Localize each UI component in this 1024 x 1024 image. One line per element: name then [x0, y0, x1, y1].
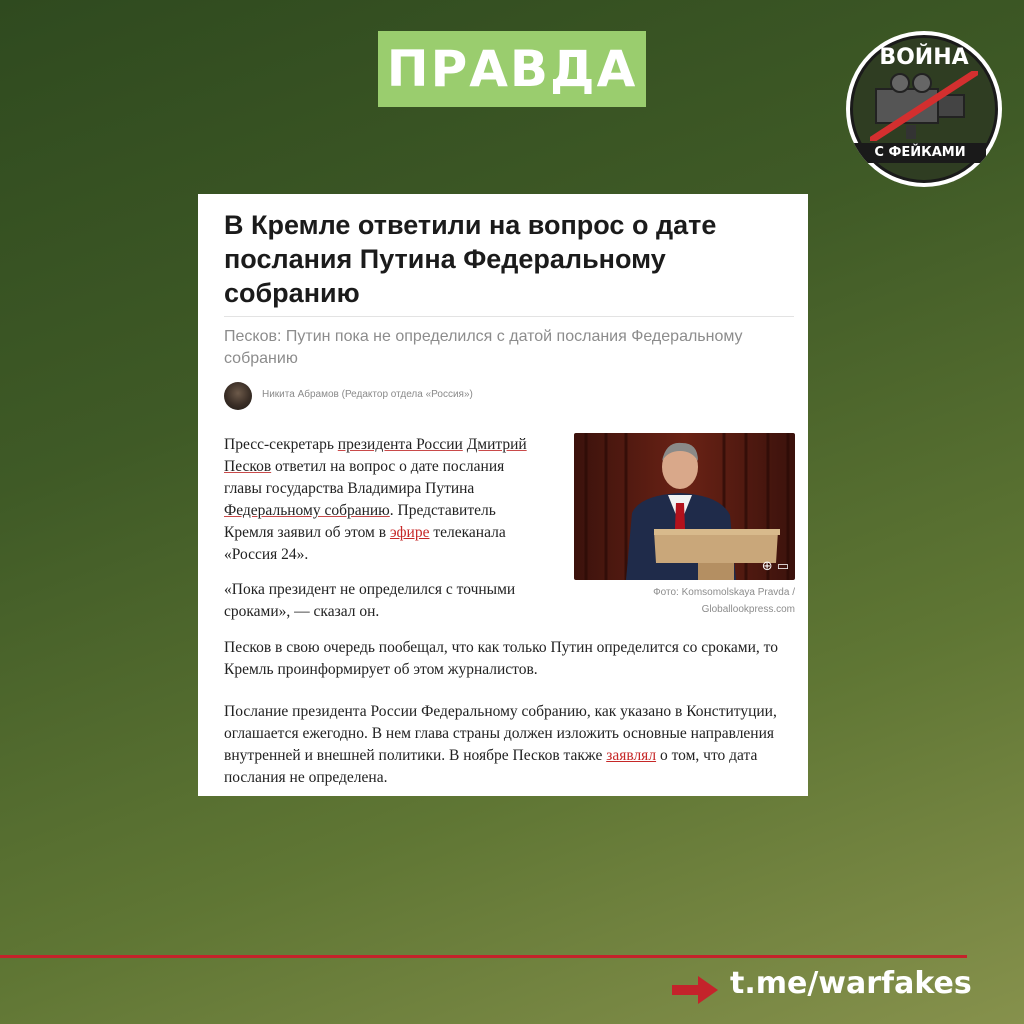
p1-text-5: телеканала «Россия 24». — [224, 524, 506, 563]
p4-text-2: о том, что дата послания не определена. — [224, 747, 758, 786]
headline-divider — [224, 316, 794, 317]
photo-credit — [574, 584, 795, 618]
paragraph-3: Песков в свою очередь пообещал, что как только Путин определится со сроками, то Кремль проинформирует об этом журналистов. — [224, 639, 778, 678]
p1-text-3: ответил на вопрос о дате послания главы государства Владимира Путина — [224, 458, 505, 497]
logo-bottom-text: С ФЕЙКАМИ — [854, 143, 986, 163]
badge-label: ПРАВДА — [386, 40, 638, 98]
author-avatar[interactable] — [224, 382, 252, 410]
photo-zoom-icon[interactable]: ⊕ ▭ — [761, 559, 789, 574]
headline-line-3: собранию — [224, 278, 360, 308]
link-stated[interactable]: заявлял — [606, 747, 657, 764]
paragraph-2: «Пока президент не определился с точными сроками», — сказал он. — [224, 581, 516, 620]
logo-top-text: ВОЙНА — [879, 45, 969, 70]
headline-line-1: В Кремле ответили на вопрос о дате — [224, 210, 717, 240]
war-on-fakes-logo — [846, 31, 1002, 187]
camera-icon — [870, 71, 978, 141]
link-peskov[interactable]: Дмитрий Песков — [224, 436, 527, 475]
paragraph-1 — [224, 434, 544, 566]
paragraph-4 — [224, 701, 784, 789]
article-headline — [224, 208, 784, 310]
telegram-handle[interactable]: t.me/warfakes — [730, 966, 972, 1001]
article-card — [198, 194, 808, 796]
p1-text-4: . Представитель Кремля заявил об этом в — [224, 502, 496, 541]
article-subtitle: Песков: Путин пока не определился с датой послания Федеральному собранию — [224, 328, 743, 367]
footer-divider — [0, 955, 967, 958]
author-name[interactable]: Никита Абрамов (Редактор отдела «Россия») — [262, 389, 473, 400]
photo-credit-line-2: Globallookpress.com — [701, 604, 795, 615]
p1-text-1: Пресс-секретарь — [224, 436, 338, 453]
arrow-right-icon — [672, 976, 720, 1004]
pravda-badge — [378, 31, 646, 107]
link-broadcast[interactable]: эфире — [389, 524, 430, 541]
link-federal-assembly[interactable]: Федеральному собранию — [224, 502, 390, 519]
article-photo[interactable] — [574, 433, 795, 580]
headline-line-2: послания Путина Федеральному — [224, 244, 666, 274]
link-president[interactable]: президента России — [337, 436, 463, 453]
photo-credit-line-1: Фото: Komsomolskaya Pravda / — [653, 587, 795, 598]
p4-text-1: Послание президента России Федеральному собранию, как указано в Конституции, оглашается ежегодно. В нем глава страны должен изложить основные направления внутренней и внешней политики. В ноябре Песков также — [224, 703, 777, 764]
photo-peskov-podium — [574, 433, 795, 580]
